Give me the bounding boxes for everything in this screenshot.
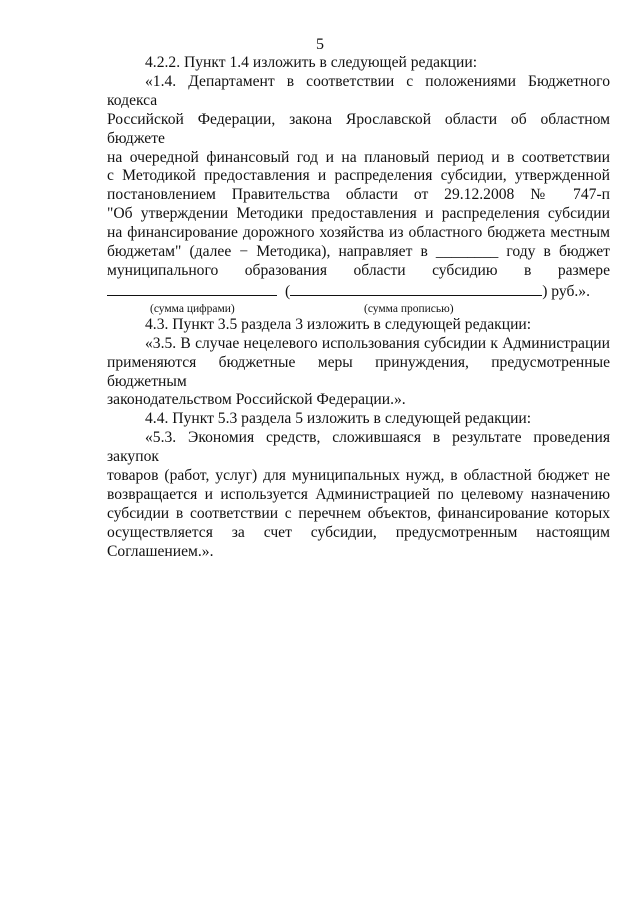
clause-5-3 xyxy=(107,429,610,561)
amount-close-text: ) руб.». xyxy=(542,282,591,300)
clause-1-4-line: постановлением Правительства области от 29.12.2008 № 747-п xyxy=(107,186,610,204)
clause-5-3-line: «5.3. Экономия средств, сложившаяся в результате проведения закупок xyxy=(107,429,610,466)
amount-line xyxy=(107,281,610,302)
clause-1-4 xyxy=(107,73,610,316)
clause-1-4-line: "Об утверждении Методики предоставления и распределения субсидии xyxy=(107,205,610,223)
clause-5-3-line: осуществляется за счет субсидии, предусмотренным настоящим xyxy=(107,523,610,541)
page-number: 5 xyxy=(316,36,324,53)
clause-1-4-line: «1.4. Департамент в соответствии с положениями Бюджетного кодекса xyxy=(107,72,610,109)
clause-3-5-line: применяются бюджетные меры принуждения, предусмотренные бюджетным xyxy=(107,353,610,390)
item-4-4: 4.4. Пункт 5.3 раздела 5 изложить в следующей редакции: xyxy=(145,410,532,428)
caption-amount-figures: (сумма цифрами) xyxy=(150,302,235,315)
clause-3-5 xyxy=(107,335,610,411)
caption-amount-words: (сумма прописью) xyxy=(364,302,454,315)
amount-captions xyxy=(107,302,610,316)
clause-5-3-line: субсидии в соответствии с перечнем объектов, финансирование которых xyxy=(107,504,610,522)
clause-5-3-line: Соглашением.». xyxy=(107,542,214,560)
amount-figures-blank xyxy=(107,281,277,296)
clause-1-4-line: Российской Федерации, закона Ярославской области об областном бюджете xyxy=(107,110,610,147)
clause-1-4-line: муниципального образования области субсидию в размере xyxy=(107,261,610,279)
item-4-2-2: 4.2.2. Пункт 1.4 изложить в следующей редакции: xyxy=(145,54,478,71)
clause-1-4-line: на очередной финансовый год и на плановый период и в соответствии xyxy=(107,148,610,166)
clause-1-4-line: на финансирование дорожного хозяйства из областного бюджета местным xyxy=(107,224,610,242)
clause-3-5-line: «3.5. В случае нецелевого использования субсидии к Администрации xyxy=(145,334,610,352)
amount-words-blank xyxy=(290,281,542,296)
item-4-3: 4.3. Пункт 3.5 раздела 3 изложить в следующей редакции: xyxy=(145,315,532,333)
clause-1-4-line: с Методикой предоставления и распределения субсидии, утвержденной xyxy=(107,167,610,185)
document-body xyxy=(107,54,610,562)
clause-5-3-line: возвращается и используется Администрацией по целевому назначению xyxy=(107,485,610,503)
clause-1-4-line: бюджетам" (далее − Методика), направляет в ________ году в бюджет xyxy=(107,243,610,261)
clause-3-5-line: законодательством Российской Федерации.». xyxy=(107,391,406,409)
amount-open-paren: ( xyxy=(285,282,291,300)
clause-5-3-line: товаров (работ, услуг) для муниципальных нужд, в областной бюджет не xyxy=(107,467,610,485)
